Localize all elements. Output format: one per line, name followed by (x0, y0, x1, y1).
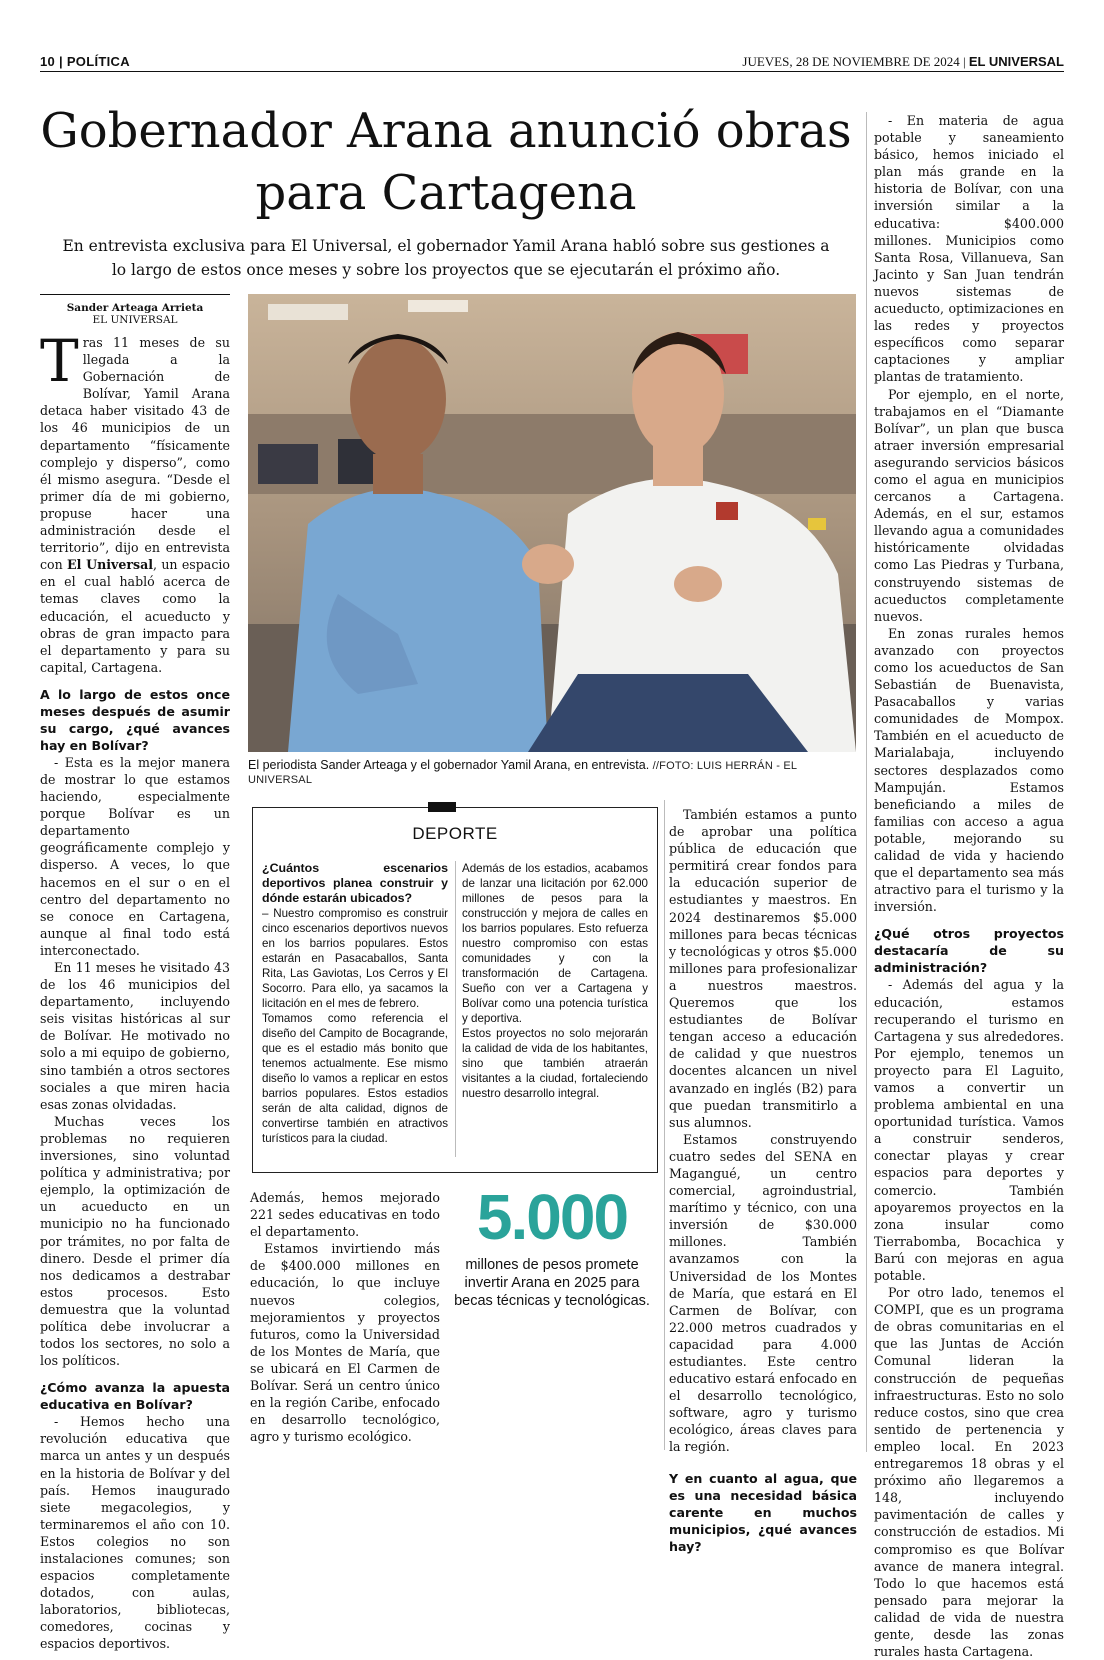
question-4: ¿Qué otros proyectos destacaría de su administración? (874, 926, 1064, 976)
byline-author: Sander Arteaga Arrieta (66, 302, 204, 314)
box-paragraph: Tomamos como referencia el diseño del Campito de Bocagrande, que es el estadio más bonito que tenemos actualmente. Ese mismo diseño lo vamos a replicar en estos barrios populares. Estos estadios serán de alta calidad, dignos de convertirse también en atractivos turísticos para la ciudad. (262, 1012, 448, 1145)
paragraph: Por otro lado, tenemos el COMPI, que es un programa de obras comunitarias en el que las Juntas de Acción Comunal lideran la construcción de pequeñas infraestructuras. Esto no solo reduce costos, sino que crea sentido de pertenencia y empleo local. En 2023 entregaremos 18 obras y el próximo año llegaremos a 148, incluyendo pavimentación de calles y construcción de estadios. Mi compromiso es que Bolívar avance de manera integral. Todo lo que hacemos está pensado para mejorar la calidad de vida de nuestra gente, desde las zonas rurales hasta Cartagena. (874, 1285, 1064, 1660)
box-column-1 (262, 861, 448, 1146)
paragraph: - Esta es la mejor manera de mostrar lo que estamos haciendo, especialmente porque Bolívar es un departamento geográficamente complejo y disperso. A veces, lo que hacemos en el sur o en el centro del departamento no se conoce en Cartagena, aunque al final todo está interconectado. (40, 754, 230, 958)
column-1 (40, 327, 230, 1653)
box-paragraph: Estos proyectos no solo mejorarán la calidad de vida de los habitantes, sino que también atraerán visitantes a la ciudad, fortaleciendo nuestro desarrollo integral. (462, 1027, 648, 1100)
caption-text: El periodista Sander Arteaga y el gobernador Yamil Arana, en entrevista. (248, 758, 650, 772)
page-number: 10 (40, 54, 56, 69)
box-column-divider (455, 861, 456, 1157)
page-date-header: JUEVES, 28 DE NOVIEMBRE DE 2024 | EL UNIVERSAL (742, 54, 1064, 69)
paragraph: - En materia de agua potable y saneamiento básico, hemos iniciado el plan más grande en la historia de Bolívar, con una inversión similar a la educativa: $400.000 millones. Municipios como Santa Rosa, Villanueva, San Jacinto y San Juan tendrán nuevos sistemas de acueducto, optimizaciones en las redes y proyectos específicos como separar captaciones y ampliar plantas de tratamiento. (874, 113, 1064, 385)
paragraph: En 11 meses he visitado 43 de los 46 municipios del departamento, incluyendo seis visitas históricas al sur de Bolívar. He motivado no solo a mi equipo de gobierno, sino también a otros sectores sociales a que miren hacia esas zonas olvidadas. (40, 960, 230, 1112)
box-paragraph: – Nuestro compromiso es construir cinco escenarios deportivos nuevos en los barrios populares. Estos estarán en Pasacaballos, Santa Rita, Las Gaviotas, Los Cerros y El Socorro. Para ello, ya sacamos la licitación en el mes de febrero. (262, 907, 448, 1010)
interview-photo-illustration (248, 294, 856, 752)
paper-mention: El Universal (67, 557, 154, 573)
box-column-2 (462, 861, 648, 1101)
paper-name: EL UNIVERSAL (968, 54, 1064, 69)
article-deck: En entrevista exclusiva para El Universal, el gobernador Yamil Arana habló sobre sus gestiones a lo largo de estos once meses y sobre los proyectos que se ejecutarán el próximo año. (62, 237, 830, 279)
top-rule (40, 71, 1064, 72)
question-3: Y en cuanto al agua, que es una necesidad básica carente en muchos municipios, ¿qué avances hay? (669, 1470, 857, 1554)
paragraph: Estamos construyendo cuatro sedes del SENA en Magangué, un centro comercial, agroindustrial, marítimo y técnico, con una inversión de $30.000 millones. También avanzamos con la Universidad de los Montes de María, que estará en El Carmen de Bolívar, con 22.000 metros cuadrados y capacidad para 4.000 estudiantes. Este centro educativo estará enfocado en el desarrollo tecnológico, software, agro y turismo ecológico, áreas claves para la región. (669, 1131, 857, 1455)
stat-description: millones de pesos promete invertir Arana en 2025 para becas técnicas y tecnológicas. (454, 1257, 650, 1309)
box-title: DEPORTE (412, 824, 498, 843)
byline-rule (40, 294, 230, 295)
paragraph: También estamos a punto de aprobar una política pública de educación que permitirá crear fondos para la educación superior de estudiantes y maestros. En 2024 destinaremos $5.000 millones para becas técnicas y tecnológicas y otros $5.000 millones para profesionalizar a nuestros maestros. Queremos que los estudiantes de Bolívar tengan acceso a educación de calidad y que nuestros docentes alcancen un nivel avanzado en inglés (B2) para que puedan transmitirlo a sus alumnos. (669, 807, 857, 1130)
interview-photo (248, 294, 856, 752)
paragraph: Estamos invirtiendo más de $400.000 millones en educación, lo que incluye nuevos colegios, mejoramientos y proyectos futuros, como la Universidad de los Montes de María, que se ubicará en El Carmen de Bolívar. Será un centro único en la región Caribe, enfocado en desarrollo tecnológico, agro y turismo ecológico. (250, 1241, 440, 1445)
paragraph: - Hemos hecho una revolución educativa que marca un antes y un después en la historia de Bolívar y del país. Hemos inaugurado siete megacolegios, y terminaremos el año con 10. Estos colegios no son instalaciones comunes; son espacios completamente dotados, con aulas, laboratorios, bibliotecas, comedores, cocinas y espacios deportivos. (40, 1414, 230, 1652)
byline (40, 302, 230, 326)
article-headline: Gobernador Arana anunció obras para Cartagena (40, 103, 852, 221)
paragraph: Además, hemos mejorado 221 sedes educativas en todo el departamento. (250, 1190, 440, 1240)
photo-caption (248, 758, 856, 786)
byline-outlet: EL UNIVERSAL (92, 314, 178, 326)
photo-credit: //FOTO: LUIS HERRÁN - EL UNIVERSAL (248, 760, 797, 786)
paragraph: Muchas veces los problemas no requieren inversiones, sino voluntad política y administrativa; por ejemplo, la optimización de un acueducto en un municipio no ha funcionado por trámites, no por falta de dinero. Desde el primer día nos dedicamos a destrabar estos procesos. Esto demuestra que la voluntad política debe involucrar a todos los sectores, no solo a los políticos. (40, 1113, 230, 1369)
stat-number: 5.000 (476, 1181, 628, 1253)
intro-paragraph: Tras 11 meses de su llegada a la Gobernación de Bolívar, Yamil Arana detaca haber visitado 43 de los 46 municipios de un departamento “físicamente complejo y disperso”, como él mismo asegura. “Desde el primer día de mi gobierno, propuse hacer una administración desde el territorio”, dijo en entrevista con El Universal, un espacio en el cual habló acerca de temas claves como la educación, el acueducto y obras de gran impacto para el departamento y para su capital, Cartagena. (40, 327, 230, 675)
question-2: ¿Cómo avanza la apuesta educativa en Bolívar? (40, 1380, 230, 1413)
box-question: ¿Cuántos escenarios deportivos planea construir y dónde estarán ubicados? (262, 861, 448, 905)
column-3 (669, 806, 857, 1555)
paragraph: En zonas rurales hemos avanzado con proyectos como los acueductos de San Sebastián de Buenavista, Pasacaballos y varias comunidades de Mompox. También en el acueducto de Marialabaja, incluyendo sectores desplazados como Mampuján. Estamos beneficiando a miles de familias con acceso a agua potable, mejorando su calidad de vida y haciendo que el departamento sea más atractivo para el turismo y la inversión. (874, 625, 1064, 915)
column-divider (664, 800, 665, 1450)
column-2-bottom (250, 1189, 440, 1445)
column-4 (874, 112, 1064, 1660)
section-name: POLÍTICA (66, 54, 130, 69)
box-tab-marker (428, 802, 456, 812)
box-paragraph: Además de los estadios, acabamos de lanzar una licitación por 62.000 millones de pesos para la construcción y mejora de calles en los barrios populares. Esto refuerza nuestro compromiso con estas comunidades y con la transformación de Cartagena. Sueño con ver a Cartagena y Bolívar como una potencia turística y deportiva. (462, 862, 648, 1025)
column-divider (866, 112, 867, 1452)
paragraph: Por ejemplo, en el norte, trabajamos en el “Diamante Bolívar”, un plan que busca atraer inversión empresarial asegurando servicios básicos como el agua en municipios cercanos a Cartagena. Además, en el sur, estamos llevando agua a comunidades históricamente olvidadas como Las Piedras y Turbana, construyendo sistemas de acueductos completamente nuevos. (874, 386, 1064, 624)
issue-date: JUEVES, 28 DE NOVIEMBRE DE 2024 (742, 54, 960, 69)
page-section-header: 10 | POLÍTICA (40, 54, 130, 69)
question-1: A lo largo de estos once meses después de asumir su cargo, ¿qué avances hay en Bolívar? (40, 686, 230, 753)
drop-cap: T (40, 327, 79, 395)
paragraph: - Además del agua y la educación, estamos recuperando el turismo en Cartagena y sus alrededores. Por ejemplo, tenemos un proyecto para El Laguito, vamos a convertir un problema ambiental en una oportunidad turística. Vamos a construir senderos, conectar playas y crear espacios para deportes y comercio. También apoyaremos proyectos en la zona insular como Tierrabomba, Bocachica y Barú con mejoras en agua potable. (874, 977, 1064, 1283)
